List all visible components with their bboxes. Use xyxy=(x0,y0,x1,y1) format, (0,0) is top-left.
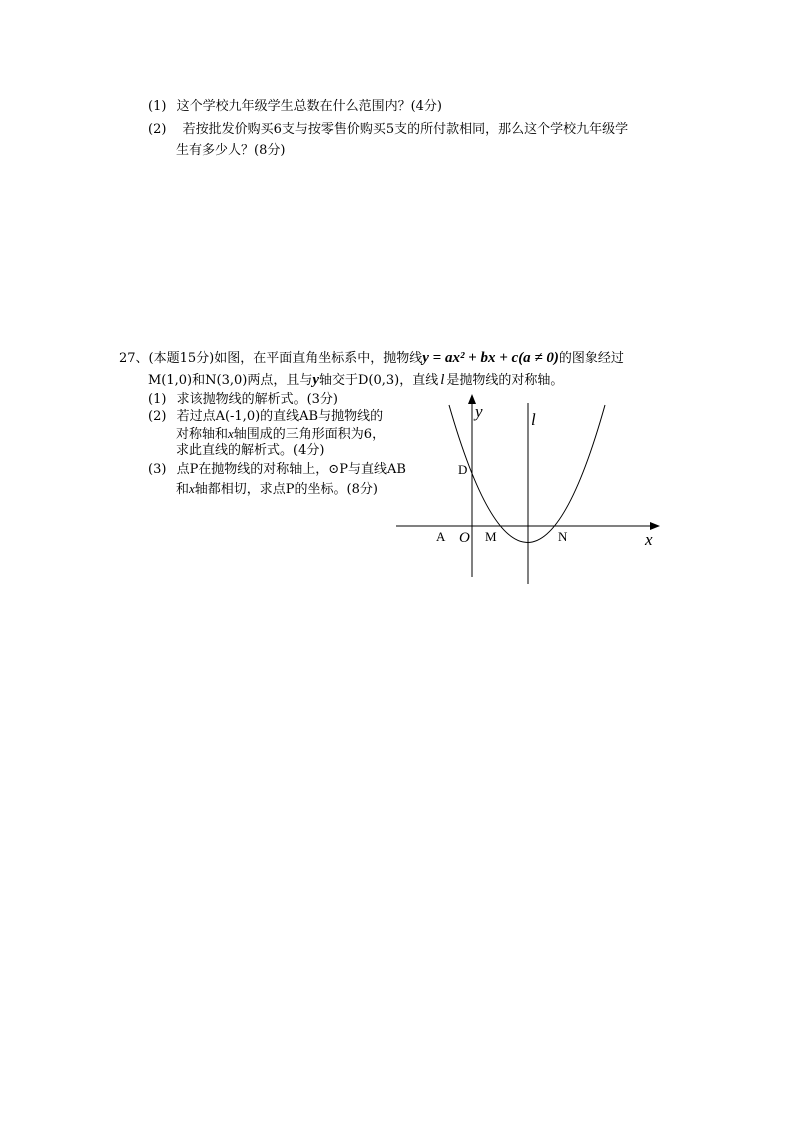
y-axis-label: y xyxy=(475,402,483,421)
origin-label: O xyxy=(459,530,470,546)
q27-l-symbol: l xyxy=(440,372,445,388)
q27-part2-text-line1: 若过点A(-1,0)的直线AB与抛物线的 xyxy=(176,409,384,424)
x-axis-arrow xyxy=(650,522,660,530)
l-label: l xyxy=(531,410,536,429)
q27-part1-number: (1) xyxy=(148,392,167,407)
q27-part3-x-symbol: x xyxy=(189,481,195,496)
point-m-label: M xyxy=(485,529,497,544)
q27-part2-line2-post: 轴围成的三角形面积为6， xyxy=(233,427,386,442)
q27-part3-line2-pre: 和 xyxy=(176,482,190,497)
point-a-label: A xyxy=(436,529,446,544)
q27-conditions-part-a: M(1,0)和N(3,0)两点，且与 xyxy=(148,373,313,388)
q27-part2-number: (2) xyxy=(148,409,167,424)
q26-part1-text: 这个学校九年级学生总数在什么范围内？(4分) xyxy=(176,99,442,114)
q27-heading-suffix: 的图象经过 xyxy=(558,351,624,366)
x-axis-label: x xyxy=(645,530,653,549)
q27-part2-line2-pre: 对称轴和 xyxy=(176,427,229,442)
q27-parabola-formula: y = ax² + bx + c(a ≠ 0) xyxy=(422,350,559,366)
q26-part1-number: (1) xyxy=(148,99,167,114)
point-n-label: N xyxy=(558,529,568,544)
q27-heading-prefix: 27、(本题15分)如图，在平面直角坐标系中，抛物线 xyxy=(119,351,423,366)
q27-part3-line2-post: 轴都相切，求点P的坐标。(8分) xyxy=(194,482,378,497)
q27-part1-text: 求该抛物线的解析式。(3分) xyxy=(176,392,338,407)
q26-part2-text-line1: 若按批发价购买6支与按零售价购买5支的所付款相同，那么这个学校九年级学 xyxy=(182,122,629,137)
q26-part2-text-line2: 生有多少人？(8分) xyxy=(176,143,286,158)
q27-conditions-part-c: 是抛物线的对称轴。 xyxy=(446,373,564,388)
q27-conditions-part-b: 轴交于D(0,3)，直线 xyxy=(319,373,439,388)
q27-part2-x-symbol: x xyxy=(228,426,234,441)
q26-part2-number: (2) xyxy=(148,122,167,137)
q27-part3-text-line1: 点P在抛物线的对称轴上，⊙P与直线AB xyxy=(176,462,406,477)
q27-part2-text-line3: 求此直线的解析式。(4分) xyxy=(176,443,325,458)
q27-part3-number: (3) xyxy=(148,462,167,477)
q27-y-symbol: y xyxy=(312,372,319,388)
point-d-label: D xyxy=(458,462,468,477)
